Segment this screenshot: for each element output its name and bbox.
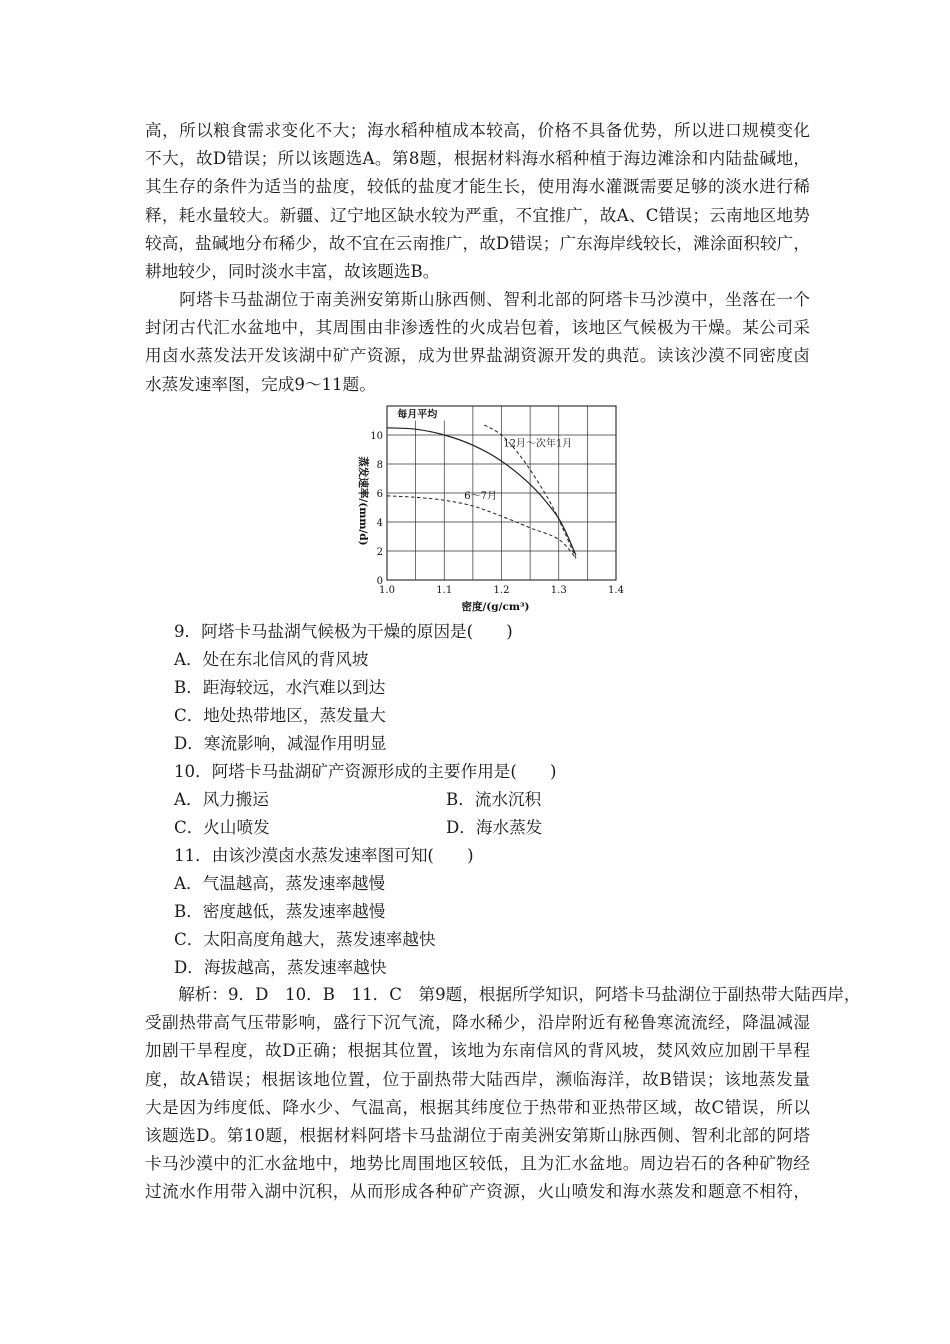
text-line: 用卤水蒸发法开发该湖中矿产资源，成为世界盐湖资源开发的典范。读该沙漠不同密度卤 — [145, 346, 810, 366]
question-10-option-c: C．火山喷发 — [174, 818, 270, 837]
chart-svg — [340, 398, 640, 616]
series-label-dec-jan: 12月～次年1月 — [503, 438, 573, 450]
text-line: 封闭古代汇水盆地中，其周围由非渗透性的火成岩包着，该地区气候极为干燥。某公司采 — [145, 318, 810, 338]
x-tick-label: 1.2 — [493, 585, 510, 596]
y-tick-label: 0 — [376, 576, 383, 587]
text-line: 度，故A错误；根据该地位置，位于副热带大陆西岸，濒临海洋，故B错误；该地蒸发量 — [145, 1069, 810, 1089]
text-line: 耕地较少，同时淡水丰富，故该题选B。 — [145, 262, 440, 282]
question-9-stem: 9．阿塔卡马盐湖气候极为干燥的原因是( ) — [174, 622, 513, 641]
question-11-option-d: D．海拔越高，蒸发速率越快 — [174, 958, 387, 977]
question-10-option-d: D．海水蒸发 — [446, 818, 543, 837]
evaporation-rate-chart — [340, 398, 640, 616]
text-line: 大是因为纬度低、降水少、气温高，根据其纬度位于热带和亚热带区域，故C错误，所以 — [145, 1097, 810, 1117]
x-axis-label: 密度/(g/cm³) — [461, 601, 530, 613]
material-paragraph — [145, 286, 810, 399]
y-axis-label: 蒸发速率/(mm/d) — [357, 456, 369, 546]
y-tick-label: 2 — [376, 547, 383, 558]
text-line: 解析：9．D 10．B 11．C 第9题，根据所学知识，阿塔卡马盐湖位于副热带大陆西岸， — [145, 985, 861, 1004]
answer-paragraph-q8 — [145, 117, 810, 286]
question-10-option-b: B．流水沉积 — [446, 790, 542, 809]
series-label-jun-jul: 6～7月 — [464, 490, 498, 502]
x-tick-label: 1.1 — [436, 585, 453, 596]
explanation-paragraph — [145, 981, 861, 1207]
text-line: 其生存的条件为适当的盐度，较低的盐度才能生长，使用海水灌溉需要足够的淡水进行稀 — [145, 177, 810, 197]
series-label-monthly-average: 每月平均 — [397, 409, 438, 421]
text-line: 卡马沙漠中的汇水盆地中，地势比周围地区较低，且为汇水盆地。周边岩石的各种矿物经 — [145, 1154, 810, 1174]
y-tick-label: 4 — [376, 518, 383, 529]
x-tick-label: 1.3 — [550, 585, 567, 596]
question-11-option-c: C．太阳高度角越大，蒸发速率越快 — [174, 930, 436, 949]
text-line: 加剧干旱程度，故D正确；根据其位置，该地为东南信风的背风坡，焚风效应加剧干旱程 — [145, 1041, 810, 1061]
question-10-stem: 10．阿塔卡马盐湖矿产资源形成的主要作用是( ) — [174, 762, 557, 781]
x-tick-label: 1.4 — [608, 585, 624, 596]
text-line: 不大，故D错误；所以该题选A。第8题，根据材料海水稻种植于海边滩涂和内陆盐碱地， — [145, 149, 810, 169]
y-tick-label: 6 — [376, 489, 383, 500]
question-11-option-b: B．密度越低，蒸发速率越慢 — [174, 902, 386, 921]
y-tick-label: 10 — [370, 431, 383, 442]
y-tick-label: 8 — [376, 460, 383, 471]
question-9-option-b: B．距海较远，水汽难以到达 — [174, 678, 386, 697]
x-tick-label: 1.0 — [379, 585, 395, 596]
text-line: 高，所以粮食需求变化不大；海水稻种植成本较高，价格不具备优势，所以进口规模变化 — [145, 121, 810, 140]
question-10-option-a: A．风力搬运 — [174, 790, 269, 809]
text-line: 该题选D。第10题，根据材料阿塔卡马盐湖位于南美洲安第斯山脉西侧、智利北部的阿塔 — [145, 1126, 810, 1146]
question-9-option-a: A．处在东北信风的背风坡 — [174, 650, 369, 669]
text-line: 过流水作用带入湖中沉积，从而形成各种矿产资源，火山喷发和海水蒸发和题意不相符， — [145, 1182, 810, 1202]
question-11-stem: 11．由该沙漠卤水蒸发速率图可知( ) — [174, 846, 474, 865]
text-line: 阿塔卡马盐湖位于南美洲安第斯山脉西侧、智利北部的阿塔卡马沙漠中，坐落在一个 — [145, 290, 810, 309]
text-line: 释，耗水量较大。新疆、辽宁地区缺水较为严重，不宜推广，故A、C错误；云南地区地势 — [145, 205, 810, 225]
text-line: 水蒸发速率图，完成9～11题。 — [145, 374, 376, 394]
question-9-option-c: C．地处热带地区，蒸发量大 — [174, 706, 386, 725]
text-line: 较高，盐碱地分布稀少，故不宜在云南推广，故D错误；广东海岸线较长，滩涂面积较广， — [145, 233, 810, 253]
question-9-option-d: D．寒流影响，减湿作用明显 — [174, 734, 387, 753]
question-11-option-a: A．气温越高，蒸发速率越慢 — [174, 874, 386, 893]
text-line: 受副热带高气压带影响，盛行下沉气流，降水稀少，沿岸附近有秘鲁寒流流经，降温减湿 — [145, 1013, 810, 1033]
